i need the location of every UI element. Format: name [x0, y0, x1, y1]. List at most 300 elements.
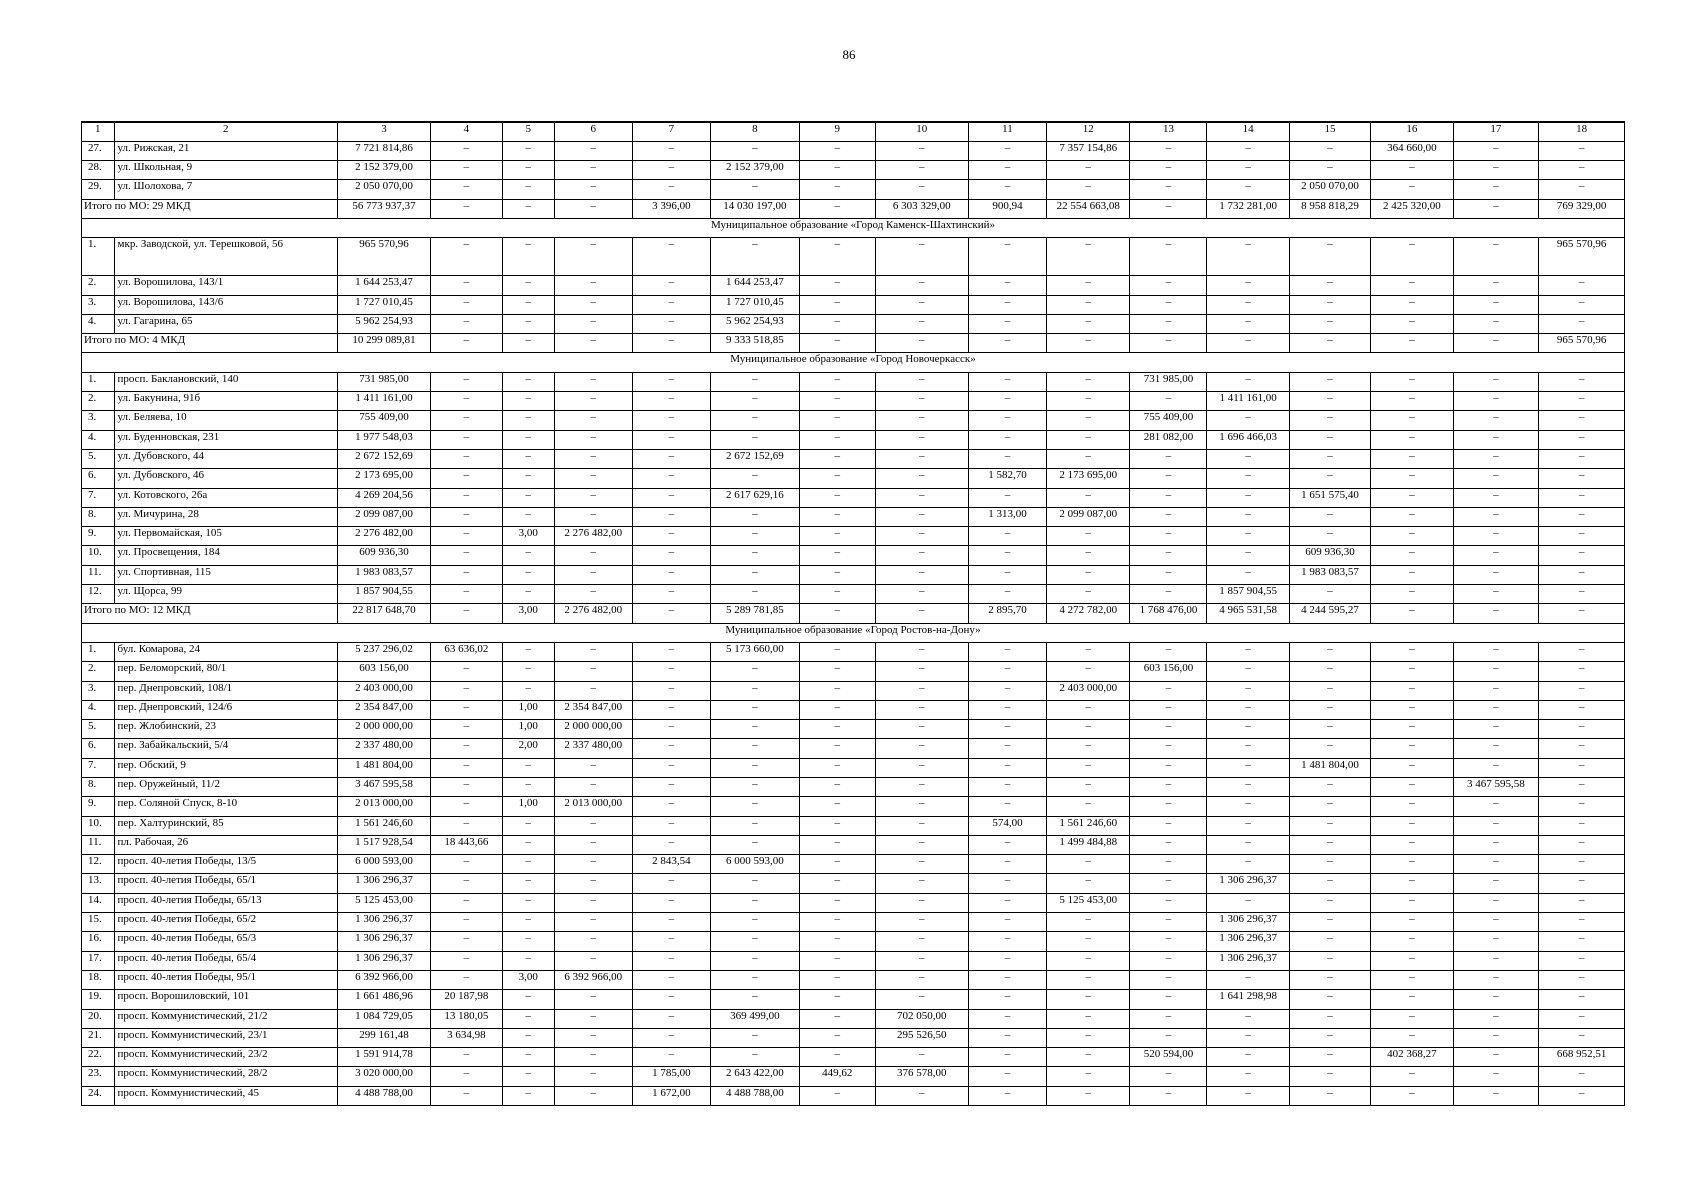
row-number: 2. [82, 662, 115, 681]
value-cell: – [1130, 1086, 1207, 1105]
value-cell: – [1371, 392, 1453, 411]
value-cell: – [632, 430, 710, 449]
value-cell: – [554, 913, 632, 932]
value-cell: – [1371, 662, 1453, 681]
value-cell: – [1371, 527, 1453, 546]
value-cell: – [502, 411, 554, 430]
value-cell: – [1289, 449, 1370, 468]
value-cell: – [502, 990, 554, 1009]
table-row [82, 681, 1625, 700]
value-cell: 6 392 966,00 [554, 970, 632, 989]
value-cell: – [799, 507, 875, 526]
value-cell: – [502, 874, 554, 893]
value-cell: – [1046, 411, 1129, 430]
value-cell: – [1539, 161, 1625, 180]
value-cell: – [968, 546, 1046, 565]
value-cell: 603 156,00 [337, 662, 430, 681]
value-cell: 5 962 254,93 [337, 314, 430, 333]
value-cell: – [554, 855, 632, 874]
value-cell: 1 785,00 [632, 1067, 710, 1086]
value-cell: 1 696 466,03 [1207, 430, 1289, 449]
value-cell: – [1289, 430, 1370, 449]
value-cell: – [431, 372, 503, 391]
value-cell: – [554, 951, 632, 970]
value-cell: – [1453, 295, 1539, 314]
value-cell: – [1130, 1009, 1207, 1028]
value-cell: – [968, 527, 1046, 546]
address-cell: просп. 40-летия Победы, 13/5 [114, 855, 337, 874]
value-cell: – [799, 449, 875, 468]
value-cell: – [1046, 1048, 1129, 1067]
value-cell: – [1130, 199, 1207, 218]
value-cell: – [1539, 951, 1625, 970]
value-cell: 2 354 847,00 [554, 700, 632, 719]
value-cell: 10 299 089,81 [337, 334, 430, 353]
value-cell: – [632, 469, 710, 488]
table-row [82, 1009, 1625, 1028]
value-cell: – [1207, 1009, 1289, 1028]
row-number: 9. [82, 527, 115, 546]
value-cell: – [1289, 314, 1370, 333]
value-cell: – [1289, 662, 1370, 681]
header-cell: 9 [799, 122, 875, 141]
value-cell: – [710, 585, 799, 604]
value-cell: – [1130, 855, 1207, 874]
value-cell: 6 000 593,00 [337, 855, 430, 874]
value-cell: – [799, 546, 875, 565]
value-cell: – [1453, 835, 1539, 854]
value-cell: – [1289, 951, 1370, 970]
value-cell: – [1453, 314, 1539, 333]
value-cell: – [968, 565, 1046, 584]
value-cell: – [1453, 199, 1539, 218]
value-cell: – [1539, 1009, 1625, 1028]
section-title: Муниципальное образование «Город Каменск-Шахтинский» [82, 218, 1625, 237]
header-cell: 15 [1289, 122, 1370, 141]
value-cell: – [799, 604, 875, 623]
value-cell: – [554, 295, 632, 314]
value-cell: – [799, 990, 875, 1009]
value-cell: – [1371, 932, 1453, 951]
value-cell: – [502, 1067, 554, 1086]
value-cell: – [1371, 758, 1453, 777]
value-cell: – [875, 816, 968, 835]
value-cell: 281 082,00 [1130, 430, 1207, 449]
value-cell: – [1371, 893, 1453, 912]
value-cell: – [1453, 1009, 1539, 1028]
table-row [82, 932, 1625, 951]
value-cell: – [875, 372, 968, 391]
value-cell: – [554, 180, 632, 199]
value-cell: – [1539, 411, 1625, 430]
value-cell: 1 481 804,00 [1289, 758, 1370, 777]
value-cell: – [1130, 295, 1207, 314]
value-cell: – [968, 276, 1046, 295]
value-cell: – [1371, 855, 1453, 874]
value-cell: 2 276 482,00 [554, 604, 632, 623]
header-cell: 5 [502, 122, 554, 141]
value-cell: – [799, 758, 875, 777]
value-cell: – [968, 334, 1046, 353]
value-cell: – [431, 527, 503, 546]
value-cell: 3,00 [502, 604, 554, 623]
value-cell: – [554, 585, 632, 604]
table-row [82, 855, 1625, 874]
value-cell: – [431, 913, 503, 932]
value-cell: – [710, 990, 799, 1009]
value-cell: – [632, 565, 710, 584]
value-cell: – [1453, 507, 1539, 526]
total-label: Итого по МО: 29 МКД [82, 199, 338, 218]
value-cell: – [502, 932, 554, 951]
row-number: 16. [82, 932, 115, 951]
value-cell: 5 125 453,00 [1046, 893, 1129, 912]
value-cell: – [1371, 1067, 1453, 1086]
value-cell: 7 721 814,86 [337, 141, 430, 160]
value-cell: 2 099 087,00 [1046, 507, 1129, 526]
value-cell: – [968, 700, 1046, 719]
value-cell: – [632, 932, 710, 951]
value-cell: – [1539, 585, 1625, 604]
value-cell: – [1453, 585, 1539, 604]
value-cell: – [431, 681, 503, 700]
value-cell: 5 962 254,93 [710, 314, 799, 333]
value-cell: – [1539, 546, 1625, 565]
value-cell: 2 276 482,00 [554, 527, 632, 546]
value-cell: – [968, 932, 1046, 951]
value-cell: 2 843,54 [632, 855, 710, 874]
value-cell: – [968, 585, 1046, 604]
value-cell: – [968, 970, 1046, 989]
value-cell: – [502, 585, 554, 604]
address-cell: пер. Днепровский, 124/6 [114, 700, 337, 719]
value-cell: – [554, 816, 632, 835]
table-row [82, 314, 1625, 333]
value-cell: – [710, 932, 799, 951]
value-cell: – [1046, 1028, 1129, 1047]
value-cell: – [502, 180, 554, 199]
value-cell: – [710, 970, 799, 989]
value-cell: – [968, 855, 1046, 874]
row-number: 1. [82, 642, 115, 661]
value-cell: – [502, 1028, 554, 1047]
value-cell: – [1371, 449, 1453, 468]
address-cell: пер. Жлобинский, 23 [114, 720, 337, 739]
value-cell: – [1207, 835, 1289, 854]
value-cell: – [554, 314, 632, 333]
row-number: 12. [82, 855, 115, 874]
value-cell: – [799, 141, 875, 160]
value-cell: 520 594,00 [1130, 1048, 1207, 1067]
value-cell: – [431, 392, 503, 411]
value-cell: – [431, 585, 503, 604]
value-cell: – [502, 238, 554, 276]
value-cell: – [554, 392, 632, 411]
value-cell: – [632, 276, 710, 295]
value-cell: – [1371, 604, 1453, 623]
value-cell: – [632, 739, 710, 758]
value-cell: – [1207, 295, 1289, 314]
value-cell: – [799, 527, 875, 546]
total-row [82, 199, 1625, 218]
row-number: 4. [82, 314, 115, 333]
value-cell: – [1289, 1028, 1370, 1047]
address-cell: просп. Баклановский, 140 [114, 372, 337, 391]
value-cell: – [1453, 1048, 1539, 1067]
value-cell: – [968, 720, 1046, 739]
value-cell: – [710, 527, 799, 546]
value-cell: 609 936,30 [1289, 546, 1370, 565]
value-cell: – [554, 1048, 632, 1067]
header-cell: 18 [1539, 122, 1625, 141]
value-cell: 376 578,00 [875, 1067, 968, 1086]
value-cell: – [1371, 951, 1453, 970]
value-cell: – [1207, 739, 1289, 758]
header-cell: 16 [1371, 122, 1453, 141]
value-cell: – [1453, 932, 1539, 951]
address-cell: просп. Коммунистический, 23/1 [114, 1028, 337, 1047]
value-cell: – [1207, 758, 1289, 777]
value-cell: 3 634,98 [431, 1028, 503, 1047]
value-cell: – [1046, 662, 1129, 681]
value-cell: – [632, 527, 710, 546]
value-cell: – [799, 199, 875, 218]
value-cell: – [1371, 180, 1453, 199]
value-cell: – [799, 778, 875, 797]
value-cell: – [1371, 913, 1453, 932]
value-cell: 14 030 197,00 [710, 199, 799, 218]
value-cell: – [1046, 546, 1129, 565]
value-cell: 2 337 480,00 [337, 739, 430, 758]
value-cell: – [799, 488, 875, 507]
value-cell: 5 173 660,00 [710, 642, 799, 661]
value-cell: – [1371, 1009, 1453, 1028]
value-cell: – [710, 893, 799, 912]
table-row [82, 276, 1625, 295]
value-cell: – [1207, 797, 1289, 816]
value-cell: – [1289, 778, 1370, 797]
value-cell: – [1539, 430, 1625, 449]
value-cell: – [431, 874, 503, 893]
row-number: 12. [82, 585, 115, 604]
address-cell: ул. Буденновская, 231 [114, 430, 337, 449]
value-cell: – [1453, 546, 1539, 565]
value-cell: 1 983 083,57 [337, 565, 430, 584]
value-cell: – [1289, 527, 1370, 546]
row-number: 3. [82, 681, 115, 700]
value-cell: – [1289, 1009, 1370, 1028]
value-cell: – [431, 662, 503, 681]
table-row [82, 835, 1625, 854]
value-cell: – [1453, 565, 1539, 584]
value-cell: – [1130, 161, 1207, 180]
value-cell: 755 409,00 [1130, 411, 1207, 430]
value-cell: – [632, 797, 710, 816]
address-cell: просп. Коммунистический, 23/2 [114, 1048, 337, 1067]
value-cell: – [710, 1048, 799, 1067]
value-cell: – [968, 778, 1046, 797]
table-row [82, 700, 1625, 719]
value-cell: – [1046, 990, 1129, 1009]
value-cell: – [710, 720, 799, 739]
value-cell: – [1539, 642, 1625, 661]
value-cell: – [799, 1048, 875, 1067]
value-cell: 769 329,00 [1539, 199, 1625, 218]
value-cell: 2 013 000,00 [554, 797, 632, 816]
row-number: 15. [82, 913, 115, 932]
value-cell: – [502, 835, 554, 854]
value-cell: – [710, 411, 799, 430]
row-number: 4. [82, 430, 115, 449]
value-cell: 965 570,96 [1539, 334, 1625, 353]
address-cell: просп. 40-летия Победы, 65/3 [114, 932, 337, 951]
row-number: 8. [82, 778, 115, 797]
value-cell: – [502, 469, 554, 488]
value-cell: – [632, 238, 710, 276]
value-cell: – [1539, 507, 1625, 526]
value-cell: – [1130, 970, 1207, 989]
value-cell: – [1207, 507, 1289, 526]
value-cell: – [554, 372, 632, 391]
value-cell: – [875, 758, 968, 777]
value-cell: 1 517 928,54 [337, 835, 430, 854]
value-cell: – [1130, 681, 1207, 700]
value-cell: – [1130, 141, 1207, 160]
value-cell: 299 161,48 [337, 1028, 430, 1047]
value-cell: – [710, 507, 799, 526]
total-label: Итого по МО: 12 МКД [82, 604, 338, 623]
value-cell: – [554, 662, 632, 681]
value-cell: – [431, 604, 503, 623]
value-cell: – [431, 411, 503, 430]
row-number: 6. [82, 739, 115, 758]
value-cell: – [1207, 276, 1289, 295]
value-cell: – [1289, 411, 1370, 430]
row-number: 7. [82, 488, 115, 507]
value-cell: – [710, 951, 799, 970]
value-cell: – [1130, 314, 1207, 333]
value-cell: – [1371, 507, 1453, 526]
value-cell: – [875, 797, 968, 816]
table-row [82, 990, 1625, 1009]
row-number: 3. [82, 295, 115, 314]
row-number: 2. [82, 392, 115, 411]
value-cell: – [1207, 1048, 1289, 1067]
table-row [82, 565, 1625, 584]
value-cell: – [554, 1086, 632, 1105]
value-cell: – [799, 372, 875, 391]
value-cell: – [632, 778, 710, 797]
table-row [82, 642, 1625, 661]
value-cell: – [875, 662, 968, 681]
value-cell: – [968, 913, 1046, 932]
value-cell: – [1539, 990, 1625, 1009]
value-cell: – [1207, 141, 1289, 160]
value-cell: – [431, 314, 503, 333]
value-cell: 1 857 904,55 [1207, 585, 1289, 604]
value-cell: – [799, 295, 875, 314]
value-cell: – [968, 758, 1046, 777]
value-cell: – [875, 970, 968, 989]
value-cell: 2 152 379,00 [710, 161, 799, 180]
value-cell: – [1371, 565, 1453, 584]
value-cell: – [1207, 662, 1289, 681]
table-row [82, 585, 1625, 604]
value-cell: 1 306 296,37 [337, 874, 430, 893]
value-cell: – [1207, 970, 1289, 989]
value-cell: – [1046, 720, 1129, 739]
row-number: 29. [82, 180, 115, 199]
value-cell: – [1046, 1009, 1129, 1028]
value-cell: – [554, 932, 632, 951]
value-cell: – [554, 1009, 632, 1028]
value-cell: – [1207, 314, 1289, 333]
value-cell: – [1046, 970, 1129, 989]
value-cell: – [1289, 161, 1370, 180]
value-cell: – [431, 238, 503, 276]
value-cell: – [502, 141, 554, 160]
address-cell: просп. 40-летия Победы, 95/1 [114, 970, 337, 989]
value-cell: 2 617 629,16 [710, 488, 799, 507]
value-cell: 3 467 595,58 [1453, 778, 1539, 797]
value-cell: – [502, 276, 554, 295]
value-cell: – [1539, 1028, 1625, 1047]
value-cell: – [1289, 970, 1370, 989]
value-cell: – [1539, 720, 1625, 739]
value-cell: – [1289, 874, 1370, 893]
value-cell: – [554, 199, 632, 218]
value-cell: – [875, 276, 968, 295]
value-cell: – [1453, 604, 1539, 623]
value-cell: – [1130, 392, 1207, 411]
header-cell: 13 [1130, 122, 1207, 141]
table-row [82, 758, 1625, 777]
value-cell: – [632, 334, 710, 353]
value-cell: – [968, 180, 1046, 199]
value-cell: – [502, 334, 554, 353]
value-cell: – [799, 314, 875, 333]
value-cell: – [875, 295, 968, 314]
value-cell: 6 392 966,00 [337, 970, 430, 989]
value-cell: – [875, 585, 968, 604]
value-cell: – [1539, 797, 1625, 816]
value-cell: – [875, 507, 968, 526]
value-cell: – [1130, 893, 1207, 912]
value-cell: – [968, 1009, 1046, 1028]
value-cell: – [1453, 913, 1539, 932]
value-cell: 4 244 595,27 [1289, 604, 1370, 623]
value-cell: – [1130, 835, 1207, 854]
value-cell: 1,00 [502, 797, 554, 816]
value-cell: – [1539, 469, 1625, 488]
value-cell: – [1046, 585, 1129, 604]
value-cell: – [632, 662, 710, 681]
value-cell: – [431, 276, 503, 295]
address-cell: ул. Первомайская, 105 [114, 527, 337, 546]
value-cell: – [968, 1067, 1046, 1086]
row-number: 19. [82, 990, 115, 1009]
value-cell: – [632, 449, 710, 468]
value-cell: 2 672 152,69 [710, 449, 799, 468]
value-cell: 1 411 161,00 [337, 392, 430, 411]
value-cell: 2 643 422,00 [710, 1067, 799, 1086]
value-cell: – [1130, 932, 1207, 951]
table-row [82, 238, 1625, 276]
value-cell: – [1207, 372, 1289, 391]
page-number: 86 [842, 47, 856, 62]
value-cell: – [1130, 700, 1207, 719]
value-cell: – [1289, 720, 1370, 739]
